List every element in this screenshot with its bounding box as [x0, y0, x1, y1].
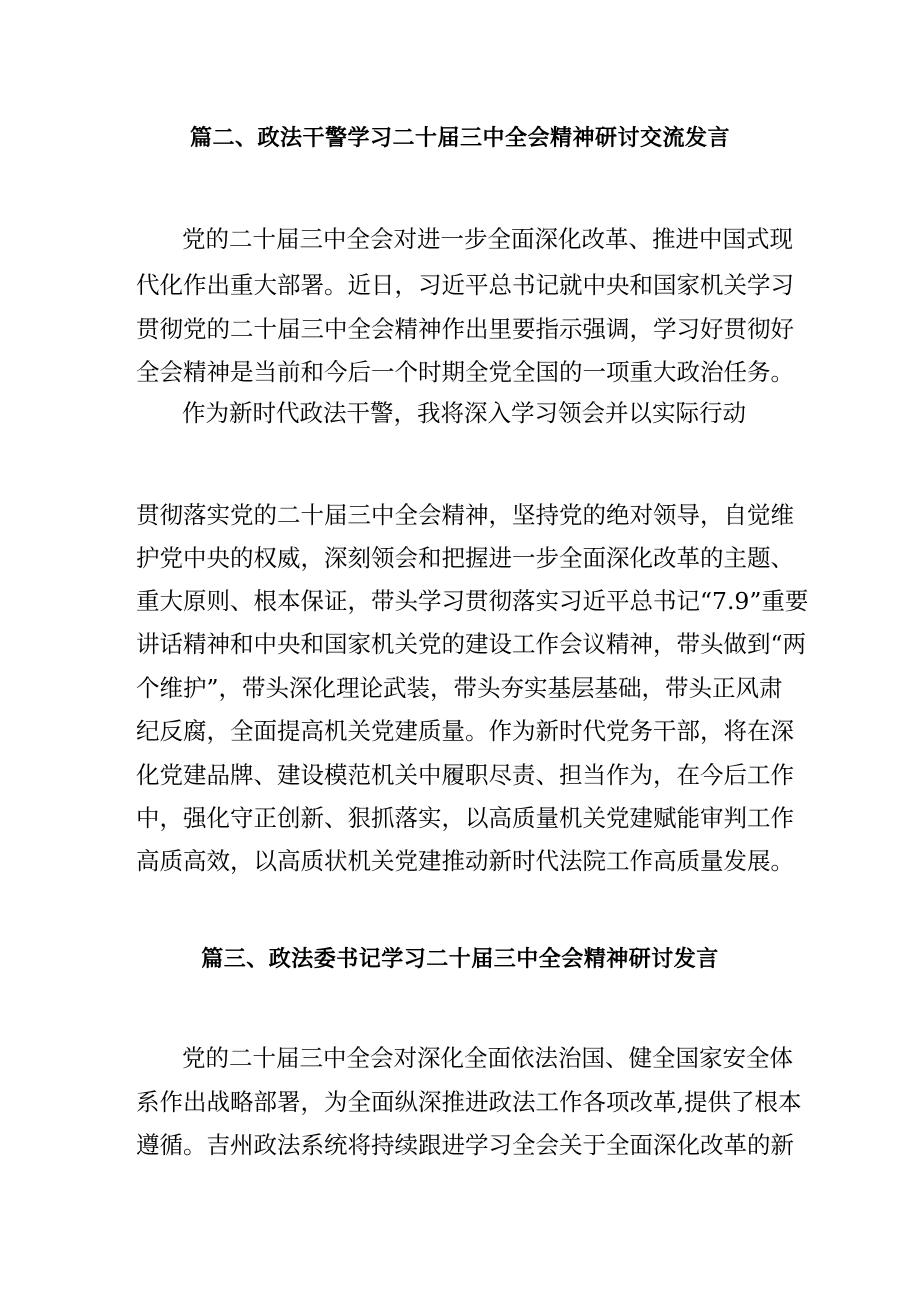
- section-2-para-3-line: 护党中央的权威，深刻领会和把握进一步全面深化改革的主题、: [136, 544, 794, 572]
- section-2-para-3-line: 重大原则、根本保证，带头学习贯彻落实习近平总书记“7.9”重要: [136, 587, 809, 615]
- section-2-title: 篇二、政法干警学习二十届三中全会精神研讨交流发言: [189, 126, 730, 151]
- section-3-para-1-line: 遵循。吉州政法系统将持续跟进学习全会关于全面深化改革的新: [136, 1131, 794, 1159]
- section-2-para-3-line: 高质高效，以高质状机关党建推动新时代法院工作高质量发展。: [136, 847, 794, 875]
- section-2-para-1-line: 代化作出重大部署。近日，习近平总书记就中央和国家机关学习: [136, 271, 794, 299]
- section-2-para-3-line: 贯彻落实党的二十届三中全会精神，坚持党的绝对领导，自觉维: [136, 501, 794, 529]
- section-2-para-1-line: 贯彻党的二十届三中全会精神作出里要指示强调，学习好贯彻好: [136, 315, 794, 343]
- section-2-para-3-line: 化党建品牌、建设模范机关中履职尽责、担当作为，在今后工作: [136, 761, 794, 789]
- section-3-title: 篇三、政法委书记学习二十届三中全会精神研讨发言: [201, 947, 719, 972]
- section-3-para-1-line: 系作出战略部署，为全面纵深推进政法工作各项改革,提供了根本: [136, 1088, 802, 1116]
- section-2-para-1-line: 党的二十届三中全会对进一步全面深化改革、推进中国式现: [182, 225, 793, 253]
- section-2-para-2-line: 作为新时代政法干警，我将深入学习领会并以实际行动: [182, 399, 746, 427]
- section-2-para-3-line: 中，强化守正创新、狠抓落实，以高质量机关党建赋能审判工作: [136, 804, 794, 832]
- section-2-para-3-line: 个维护”，带头深化理论武装，带头夯实基层基础，带头正风肃: [136, 674, 783, 702]
- section-3-para-1-line: 党的二十届三中全会对深化全面依法治国、健全国家安全体: [182, 1044, 793, 1072]
- section-2-para-3-line: 讲话精神和中央和国家机关党的建设工作会议精神，带头做到“两: [136, 630, 807, 658]
- section-2-para-1-line: 全会精神是当前和今后一个时期全党全国的一项重大政治任务。: [136, 358, 794, 386]
- section-2-para-3-line: 纪反腐，全面提高机关党建质量。作为新时代党务干部，将在深: [136, 717, 794, 745]
